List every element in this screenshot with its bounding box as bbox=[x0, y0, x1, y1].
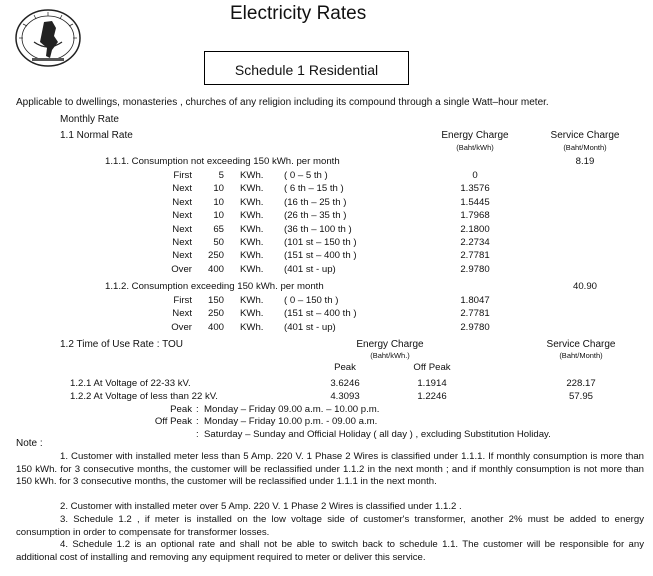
tier-qty: 10 bbox=[213, 196, 224, 208]
tier-rate: 2.1800 bbox=[460, 223, 490, 235]
tier-qty: 150 bbox=[207, 295, 224, 306]
schedule-box bbox=[204, 51, 409, 85]
tier-unit: KWh. bbox=[240, 196, 264, 208]
tier-qty: 400 bbox=[207, 263, 224, 275]
service-charge-header: Service Charge bbox=[550, 130, 620, 141]
service-charge-unit: (Baht/Month) bbox=[563, 143, 607, 152]
note-item: 3. Schedule 1.2 , if meter is installed on the low voltage side of customer's transformer, another 2% must be added to energy consumption in order to compensate for transformer losses. bbox=[16, 514, 644, 538]
tier-label: Next bbox=[172, 183, 192, 195]
tier-rate: 1.7968 bbox=[460, 210, 490, 222]
tier-range: (26 th – 35 th ) bbox=[284, 210, 347, 222]
tier-qty: 50 bbox=[213, 237, 224, 248]
tier-rate: 1.3576 bbox=[460, 183, 490, 195]
tou-row-offpeak: 1.2246 bbox=[417, 391, 447, 402]
tou-row-service: 57.95 bbox=[568, 391, 593, 402]
tier-range: (401 st - up) bbox=[284, 263, 336, 275]
tier-rate: 1.5445 bbox=[460, 196, 490, 208]
s111-heading: 1.1.1. Consumption not exceeding 150 kWh. per month bbox=[105, 156, 340, 167]
tou-row-label: 1.2.2 At Voltage of less than 22 kV. bbox=[70, 391, 218, 402]
tier-range: ( 0 – 5 th ) bbox=[284, 170, 328, 181]
tier-unit: KWh. bbox=[240, 183, 264, 195]
tier-label: Next bbox=[172, 210, 192, 222]
tier-range: (16 th – 25 th ) bbox=[284, 196, 347, 208]
note-label: Note : bbox=[16, 438, 43, 449]
tier-unit: KWh. bbox=[240, 223, 264, 235]
tier-qty: 10 bbox=[213, 183, 224, 195]
monthly-rate-label: Monthly Rate bbox=[60, 114, 119, 125]
tier-rate: 2.9780 bbox=[460, 263, 490, 275]
peak-header: Peak bbox=[334, 362, 356, 373]
tier-label: Next bbox=[172, 223, 192, 235]
tou-row-peak: 4.3093 bbox=[330, 391, 360, 402]
tier-range: ( 0 – 150 th ) bbox=[284, 295, 339, 306]
tier-range: (151 st – 400 th ) bbox=[284, 308, 357, 320]
tou-energy-unit: (Baht/kWh.) bbox=[370, 351, 410, 360]
tier-rate: 1.8047 bbox=[460, 295, 490, 306]
tou-row-offpeak: 1.1914 bbox=[417, 378, 447, 389]
note-item: 4. Schedule 1.2 is an optional rate and shall not be able to switch back to schedule 1.1. The customer will be responsible for any additional cost of installing and removing any equipment required to meter or deliver this service. bbox=[16, 539, 644, 563]
tou-row-label: 1.2.1 At Voltage of 22-33 kV. bbox=[70, 378, 191, 389]
tier-label: Next bbox=[172, 196, 192, 208]
note-item: 1. Customer with installed meter less than 5 Amp. 220 V. 1 Phase 2 Wires is classified under 1.1.1. If monthly consumption is more than 150 kWh. for 3 consecutive months, the customer will be reclassified under 1.1.2 in the next month ; and if monthly consumption is not more than 150 kWh. for 3 consecutive months, the customer will be reclassified under 1.1.1 in the next month. bbox=[16, 451, 644, 487]
schedule-title: Schedule 1 Residential bbox=[234, 62, 379, 78]
tier-label: Over bbox=[171, 263, 192, 275]
tou-heading: 1.2 Time of Use Rate : TOU bbox=[60, 339, 184, 350]
energy-charge-unit: (Baht/kWh) bbox=[456, 143, 494, 152]
tier-label: Next bbox=[172, 250, 192, 262]
period-text: Monday – Friday 09.00 a.m. – 10.00 p.m. bbox=[204, 404, 380, 415]
energy-charge-header: Energy Charge bbox=[441, 130, 509, 141]
tier-unit: KWh. bbox=[240, 321, 264, 333]
tier-unit: KWh. bbox=[240, 210, 264, 222]
seal-logo bbox=[14, 8, 82, 68]
s112-heading: 1.1.2. Consumption exceeding 150 kWh. per month bbox=[105, 281, 324, 292]
tier-range: (101 st – 150 th ) bbox=[284, 237, 357, 248]
period-name: Off Peak bbox=[154, 416, 192, 427]
tier-range: (401 st - up) bbox=[284, 321, 336, 333]
tier-unit: KWh. bbox=[240, 295, 264, 306]
tier-range: (151 st – 400 th ) bbox=[284, 250, 357, 262]
tier-unit: KWh. bbox=[240, 263, 264, 275]
tier-rate: 2.2734 bbox=[460, 237, 490, 248]
tier-unit: KWh. bbox=[240, 308, 264, 320]
tier-label: First bbox=[173, 295, 192, 306]
page-title: Electricity Rates bbox=[230, 3, 367, 24]
tou-row-service: 228.17 bbox=[566, 378, 596, 389]
tou-service-header: Service Charge bbox=[546, 339, 616, 350]
tier-qty: 250 bbox=[207, 250, 224, 262]
tier-rate: 0 bbox=[472, 170, 478, 181]
tou-service-unit: (Baht/Month) bbox=[559, 351, 603, 360]
tier-label: Next bbox=[172, 237, 192, 248]
tier-rate: 2.7781 bbox=[460, 250, 490, 262]
period-name: Peak bbox=[170, 404, 192, 415]
tier-qty: 250 bbox=[207, 308, 224, 320]
tier-rate: 2.7781 bbox=[460, 308, 490, 320]
tier-unit: KWh. bbox=[240, 237, 264, 248]
s112-service: 40.90 bbox=[572, 281, 597, 292]
period-text: Saturday – Sunday and Official Holiday ( all day ) , excluding Substitution Holiday. bbox=[204, 429, 551, 440]
period-sep: : bbox=[196, 404, 199, 415]
note-item: 2. Customer with installed meter over 5 Amp. 220 V. 1 Phase 2 Wires is classified under 1.1.2 . bbox=[60, 501, 462, 512]
tou-row-peak: 3.6246 bbox=[330, 378, 360, 389]
s111-service: 8.19 bbox=[575, 156, 595, 167]
normal-rate-heading: 1.1 Normal Rate bbox=[60, 130, 133, 141]
tier-unit: KWh. bbox=[240, 250, 264, 262]
tier-range: ( 6 th – 15 th ) bbox=[284, 183, 344, 195]
period-sep: : bbox=[196, 416, 199, 427]
tier-unit: KWh. bbox=[240, 170, 264, 181]
applicable-text: Applicable to dwellings, monasteries , churches of any religion including its compound through a single Watt–hour meter. bbox=[16, 97, 549, 108]
tier-rate: 2.9780 bbox=[460, 321, 490, 333]
period-sep: : bbox=[196, 429, 199, 440]
tier-label: Over bbox=[171, 321, 192, 333]
tier-label: First bbox=[173, 170, 192, 181]
period-text: Monday – Friday 10.00 p.m. - 09.00 a.m. bbox=[204, 416, 378, 427]
tier-qty: 5 bbox=[218, 170, 224, 181]
tier-qty: 400 bbox=[207, 321, 224, 333]
tier-qty: 10 bbox=[213, 210, 224, 222]
tier-qty: 65 bbox=[213, 223, 224, 235]
tier-range: (36 th – 100 th ) bbox=[284, 223, 352, 235]
tier-label: Next bbox=[172, 308, 192, 320]
offpeak-header: Off Peak bbox=[413, 362, 451, 373]
tou-energy-header: Energy Charge bbox=[356, 339, 424, 350]
